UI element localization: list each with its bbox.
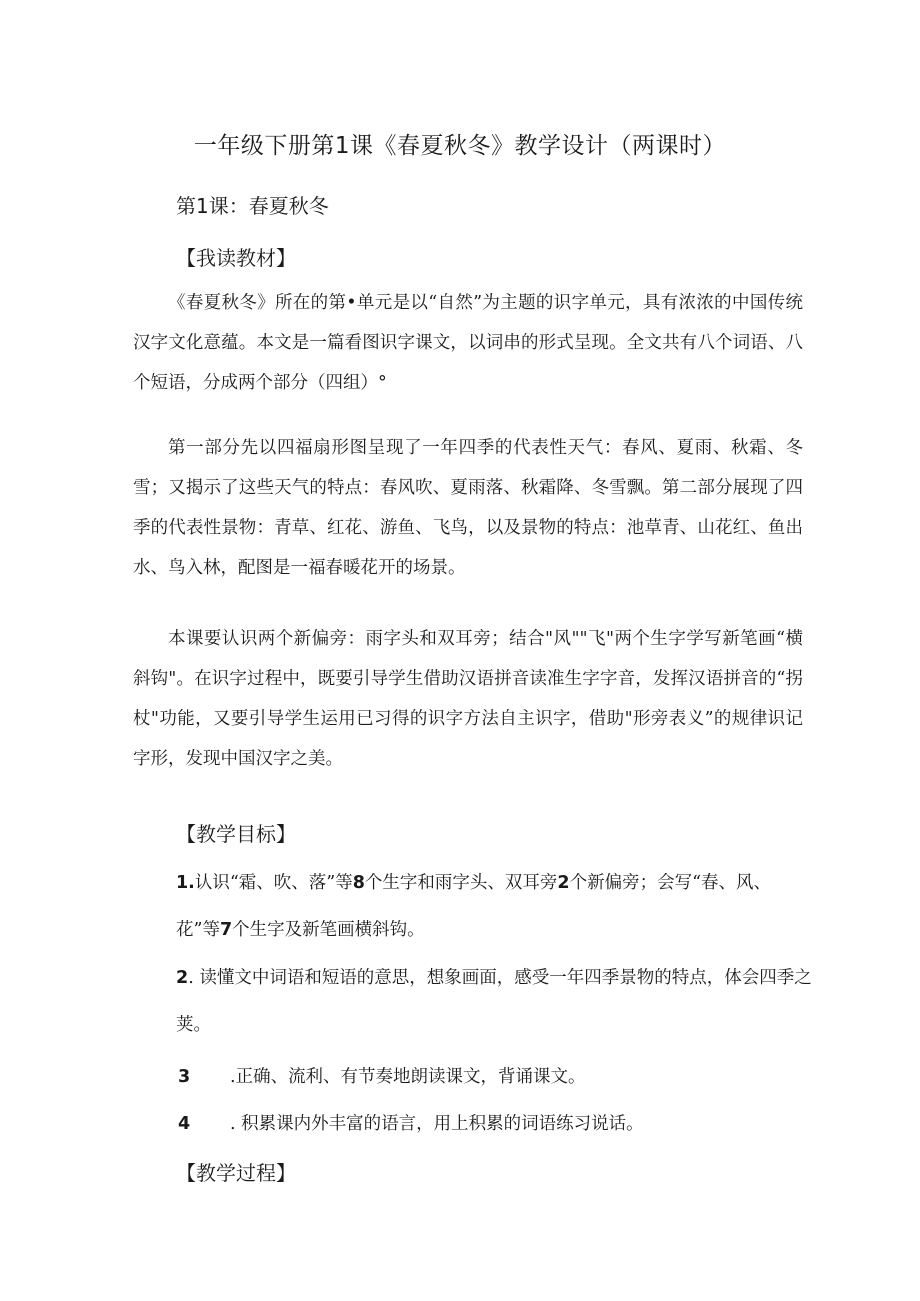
section-heading-process: 【教学过程】	[176, 1161, 296, 1185]
goal-text: 个生字和雨字头、双耳旁	[364, 873, 558, 893]
goal-count: 7	[219, 920, 233, 940]
goal-item-1	[133, 860, 803, 954]
goal-text: 个生字及新笔画横斜钩。	[232, 920, 425, 940]
goal-text: . 积累课内外丰富的语言，用上积累的词语练习说话。	[230, 1114, 644, 1134]
goal-number: 3	[178, 1067, 191, 1087]
section-heading-reading: 【我读教材】	[176, 246, 296, 270]
paragraph-part-one: 第一部分先以四福扇形图呈现了一年四季的代表性天气：春风、夏雨、秋霜、冬雪；又揭示了这些天气的特点：春风吹、夏雨落、秋霜降、冬雪飘。第二部分展现了四季的代表性景物：青草、红花、游鱼、飞鸟，以及景物的特点：池草青、山花红、鱼出水、鸟入林，配图是一福春暖花开的场景。	[133, 438, 803, 578]
goal-text: . 读懂文中词语和短语的意思，想象画面，感受一年四季景物的特点，体会四季之荚。	[176, 968, 812, 1035]
section-heading-goals: 【教学目标】	[176, 822, 296, 846]
goal-text: .正确、流利、有节奏地朗读课文，背诵课文。	[230, 1067, 586, 1087]
goal-text: 认识“霜、吹、落”等	[194, 873, 353, 893]
goal-item-3	[133, 1054, 848, 1101]
goal-number: 2	[176, 968, 189, 988]
document-title: 一年级下册第1课《春夏秋冬》教学设计（两课时）	[193, 133, 727, 159]
goal-number: 4	[178, 1114, 191, 1134]
goal-number: 1.	[176, 873, 195, 893]
paragraph-new-radicals: 本课要认识两个新偏旁：雨字头和双耳旁；结合"风""飞"两个生字学写新笔画“横斜钩"。在识字过程中，既要引导学生借助汉语拼音读准生字字音，发挥汉语拼音的“拐杖"功能，又要引导学生运用已习得的识字方法自主识字，借助"形旁表义”的规律识记字形，发现中国汉字之美。	[133, 629, 803, 769]
goal-item-4	[133, 1101, 848, 1148]
goal-text: 个新偏旁；会写“春、风、花”等	[176, 873, 772, 940]
paragraph-intro: 《春夏秋冬》所在的第•单元是以“自然”为主题的识字单元，具有浓浓的中国传统汉字文化意蕴。本文是一篇看图识字课文，以词串的形式呈现。全文共有八个词语、八个短语，分成两个部分（四组）°	[133, 293, 803, 393]
goal-item-2	[133, 955, 846, 1049]
goal-count: 8	[352, 873, 365, 893]
goal-count: 2	[557, 873, 570, 893]
lesson-heading: 第1课：春夏秋冬	[176, 194, 329, 218]
